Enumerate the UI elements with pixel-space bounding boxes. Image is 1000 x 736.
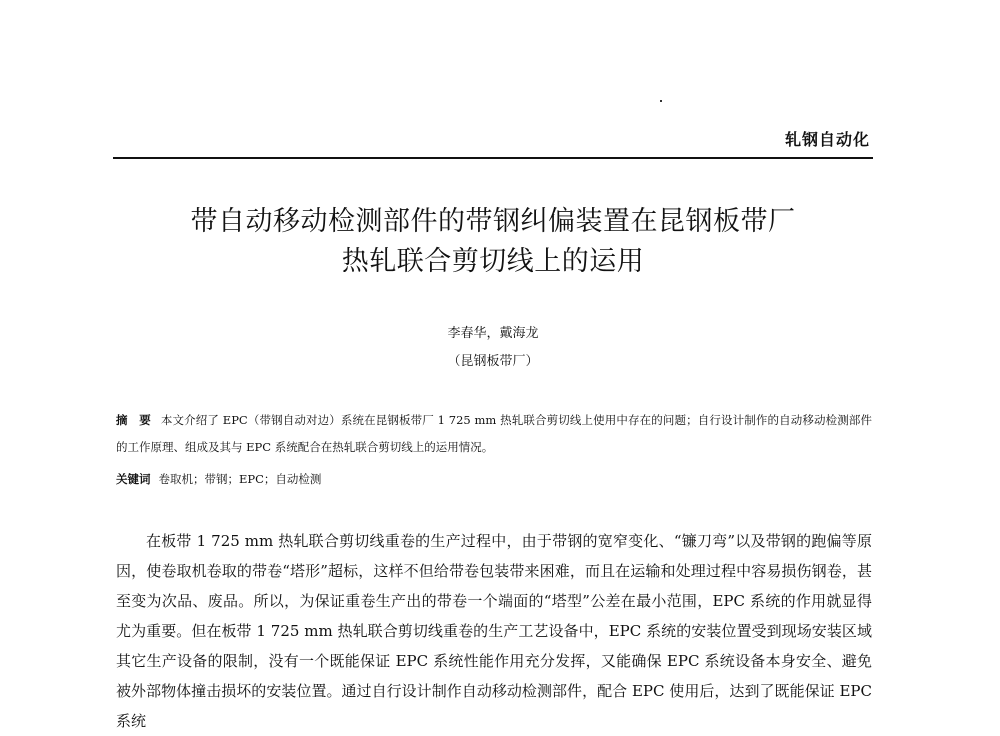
section-label: 轧钢自动化 [784,130,870,149]
keywords [116,466,321,493]
authors: 李春华，戴海龙 [447,326,539,341]
abstract-text: 本文介绍了 EPC（带钢自动对边）系统在昆钢板带厂 1 725 mm 热轧联合剪切线上使用中存在的问题；自行设计制作的自动移动检测部件的工作原理、组成及其与 EPC 系统配合在热轧联合剪切线上的运用情况。 [116,413,873,454]
keywords-label: 关键词 [116,472,151,486]
abstract-label: 摘 要 [116,413,151,427]
scan-speck [660,100,662,102]
title-line-1: 带自动移动检测部件的带钢纠偏装置在昆钢板带厂 [190,206,796,237]
title-line-2: 热轧联合剪切线上的运用 [341,246,645,277]
article-title [113,202,873,282]
abstract [116,407,872,461]
header-rule [113,157,873,159]
body-paragraph: 在板带 1 725 mm 热轧联合剪切线重卷的生产过程中，由于带钢的宽窄变化、“镰刀弯”以及带钢的跑偏等原因，使卷取机卷取的带卷“塔形”超标，这样不但给带卷包装带来困难，而且在运输和处理过程中容易损伤钢卷，甚至变为次品、废品。所以，为保证重卷生产出的带卷一个端面的“塔型”公差在最小范围，EPC 系统的作用就显得尤为重要。但在板带 1 725 mm 热轧联合剪切线重卷的生产工艺设备中，EPC 系统的安装位置受到现场安装区域其它生产设备的限制，没有一个既能保证 EPC 系统性能作用充分发挥，又能确保 EPC 系统设备本身安全、避免被外部物体撞击损坏的安装位置。通过自行设计制作自动移动检测部件，配合 EPC 使用后，达到了既能保证 EPC 系统 [116,532,872,730]
keywords-text: 卷取机；带钢；EPC；自动检测 [158,472,322,486]
affiliation: （昆钢板带厂） [447,354,539,369]
